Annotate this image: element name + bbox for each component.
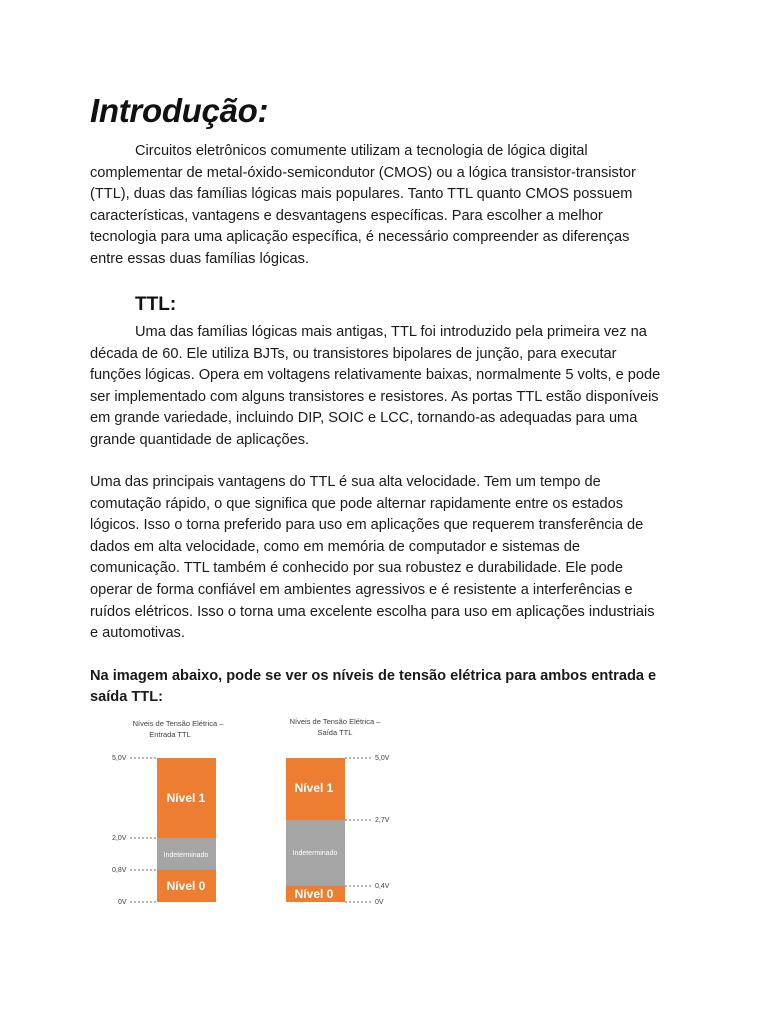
input-level1-label: Nível 1 — [166, 791, 206, 805]
output-title-line2: Saída TTL — [317, 728, 353, 737]
output-title-line1: Níveis de Tensão Elétrica – — [289, 717, 381, 726]
input-tick-label-top: 5,0V — [112, 755, 127, 762]
figure-caption: Na imagem abaixo, pode se ver os níveis de tensão elétrica para ambos entrada e saída TTL: — [90, 668, 657, 705]
input-title-line1: Níveis de Tensão Elétrica – — [132, 719, 224, 728]
input-tick-label-bottom: 0V — [118, 899, 127, 906]
ttl-heading: TTL: — [135, 294, 177, 315]
output-tick-label-top: 5,0V — [375, 755, 390, 762]
input-tick-label-lower: 0,8V — [112, 867, 127, 874]
input-levels-diagram — [112, 719, 224, 906]
output-tick-label-bottom: 0V — [375, 899, 384, 906]
ttl-voltage-levels-figure — [90, 712, 410, 912]
output-levels-diagram — [286, 717, 390, 906]
output-undetermined-label: Indeterminado — [292, 850, 338, 857]
intro-paragraph: Circuitos eletrônicos comumente utilizam a tecnologia de lógica digital complementar de metal-óxido-semicondutor (CMOS) ou a lógica transistor-transistor (TTL), duas das famílias lógicas mais populares. Tanto TTL quanto CMOS possuem características, vantagens e desvantagens específicas. Para escolher a melhor tecnologia para uma aplicação específica, é necessário compreender as diferenças entre essas duas famílias lógicas. — [90, 143, 636, 267]
output-level0-label: Nível 0 — [294, 887, 334, 901]
ttl-paragraph-2: Uma das principais vantagens do TTL é sua alta velocidade. Tem um tempo de comutação rápido, o que significa que pode alternar rapidamente entre os estados lógicos. Isso o torna preferido para uso em aplicações que requerem transferência de dados em alta velocidade, como em memória de computador e sistemas de comunicação. TTL também é conhecido por sua robustez e durabilidade. Ele pode operar de forma confiável em ambientes agressivos e é resistente a interferências e ruídos elétricos. Isso o torna uma excelente escolha para uso em aplicações industriais e automotivas. — [90, 474, 655, 642]
ttl-paragraph-1: Uma das famílias lógicas mais antigas, TTL foi introduzido pela primeira vez na década de 60. Ele utiliza BJTs, ou transistores bipolares de junção, para executar funções lógicas. Opera em voltagens relativamente baixas, normalmente 5 volts, e pode ser implementado com alguns transistores e resistores. As portas TTL estão disponíveis em grande variedade, incluindo DIP, SOIC e LCC, tornando-as adequadas para uma grande quantidade de aplicações. — [90, 324, 661, 448]
output-tick-label-lower: 0,4V — [375, 883, 390, 890]
output-level1-label: Nível 1 — [294, 781, 334, 795]
input-title-line2: Entrada TTL — [149, 730, 191, 739]
input-level0-label: Nível 0 — [166, 879, 206, 893]
input-tick-label-upper: 2,0V — [112, 835, 127, 842]
page-title: Introdução: — [90, 92, 269, 129]
output-tick-label-upper: 2,7V — [375, 817, 390, 824]
input-undetermined-label: Indeterminado — [163, 852, 209, 859]
